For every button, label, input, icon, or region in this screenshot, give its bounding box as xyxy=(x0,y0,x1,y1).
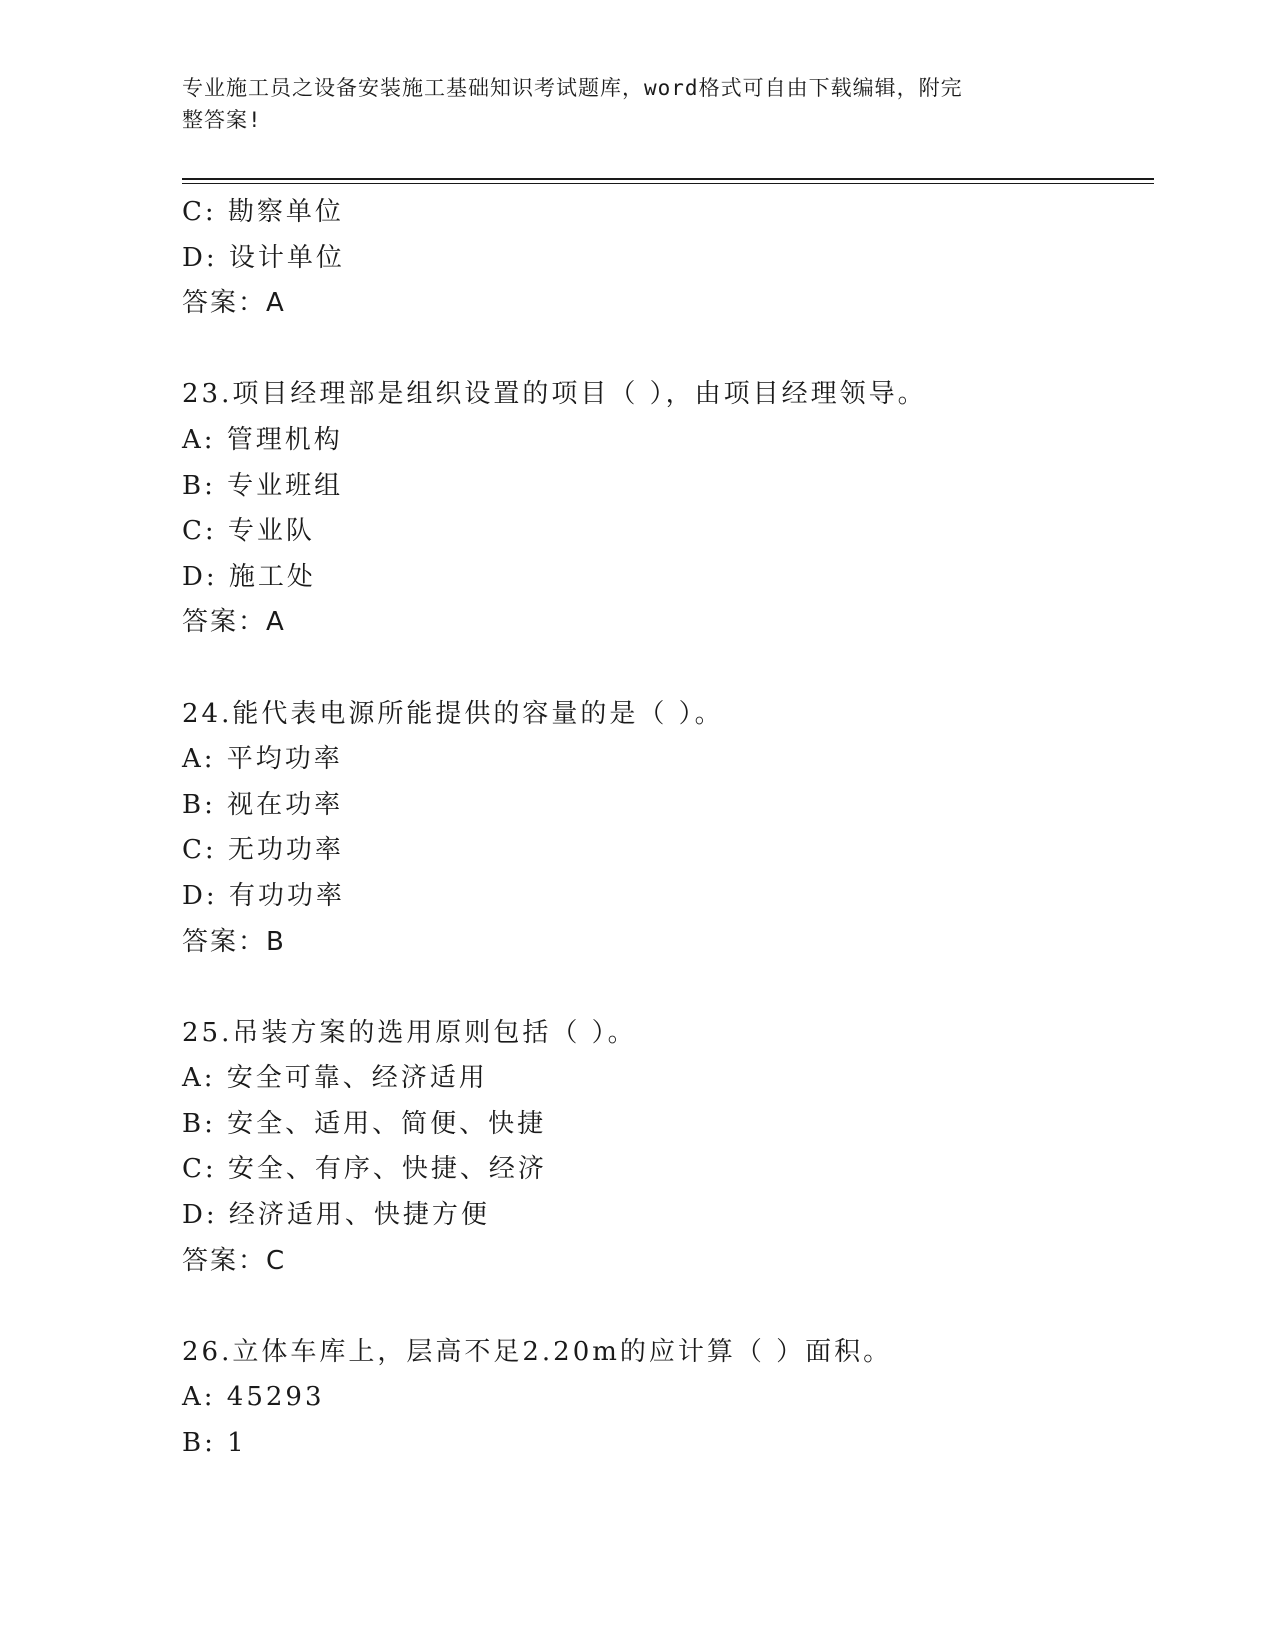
header-rule-thin xyxy=(182,183,1154,184)
prev-question-block xyxy=(182,190,1142,327)
answer-line: 答案：B xyxy=(182,926,286,957)
option-d: D: 经济适用、快捷方便 xyxy=(182,1200,490,1231)
spacer xyxy=(182,1284,1142,1330)
answer-line: 答案：A xyxy=(182,288,286,319)
header-line-1: 专业施工员之设备安装施工基础知识考试题库，word格式可自由下载编辑，附完 xyxy=(182,76,963,100)
spacer xyxy=(182,646,1142,692)
option-c: C: 勘察单位 xyxy=(182,197,344,227)
option-d: D: 设计单位 xyxy=(182,242,345,273)
question-block-25 xyxy=(182,1011,1142,1285)
question-stem: 23.项目经理部是组织设置的项目（ ），由项目经理领导。 xyxy=(182,379,927,410)
option-b: B: 安全、适用、简便、快捷 xyxy=(182,1108,547,1139)
answer-line: 答案：A xyxy=(182,607,286,638)
question-block-23 xyxy=(182,372,1142,646)
option-a: A: 45293 xyxy=(182,1382,325,1413)
header-line-2: 整答案! xyxy=(182,108,262,132)
option-b: B: 1 xyxy=(182,1428,247,1459)
option-b: B: 专业班组 xyxy=(182,470,344,501)
header-rule-thick xyxy=(182,178,1154,180)
question-stem: 24.能代表电源所能提供的容量的是（ ）。 xyxy=(182,698,724,729)
document-header xyxy=(182,72,1062,136)
spacer xyxy=(182,327,1142,373)
question-stem: 26.立体车库上，层高不足2.20m的应计算（ ）面积。 xyxy=(182,1336,893,1367)
option-b: B: 视在功率 xyxy=(182,789,344,820)
question-content xyxy=(182,190,1142,1467)
option-c: C: 专业队 xyxy=(182,516,315,547)
question-block-26 xyxy=(182,1330,1142,1467)
option-c: C: 安全、有序、快捷、经济 xyxy=(182,1154,547,1185)
spacer xyxy=(182,965,1142,1011)
option-d: D: 有功功率 xyxy=(182,880,345,911)
option-a: A: 管理机构 xyxy=(182,424,343,455)
question-block-24 xyxy=(182,692,1142,966)
option-d: D: 施工处 xyxy=(182,561,316,592)
option-a: A: 安全可靠、经济适用 xyxy=(182,1063,488,1094)
option-a: A: 平均功率 xyxy=(182,744,343,775)
question-stem: 25.吊装方案的选用原则包括（ ）。 xyxy=(182,1017,637,1048)
answer-line: 答案：C xyxy=(182,1245,287,1276)
option-c: C: 无功功率 xyxy=(182,835,344,866)
